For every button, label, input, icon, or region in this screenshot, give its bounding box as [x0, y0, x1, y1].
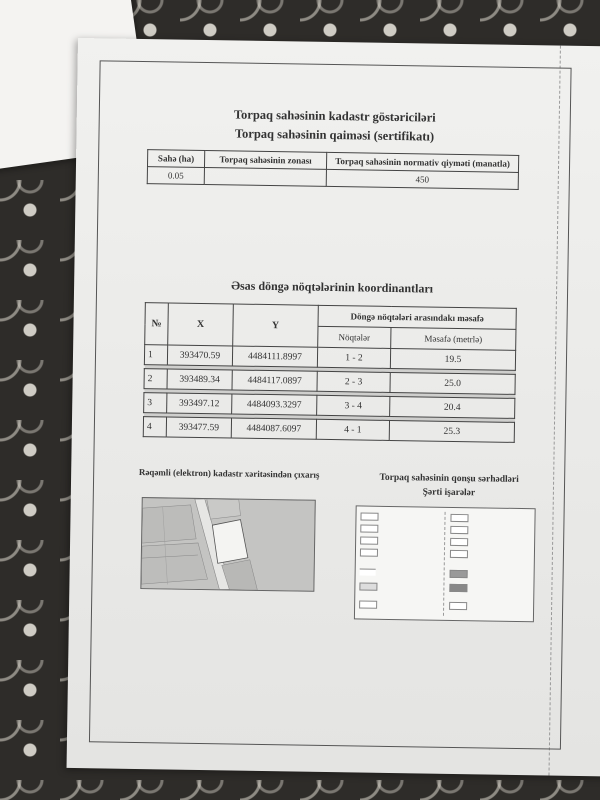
header-number: №	[145, 303, 169, 345]
legend-symbol	[360, 512, 378, 520]
header-distance-group: Döngə nöqtələri arasındakı məsafə	[318, 305, 516, 329]
header-distance: Məsafə (metrlə)	[391, 327, 516, 350]
map-extract-title: Rəqəmli (elektron) kadastr xəritəsindən çıxarış	[138, 467, 320, 480]
legend-symbol	[449, 584, 467, 592]
cell-normative-price: 450	[326, 169, 518, 189]
legend-symbol	[450, 538, 468, 546]
cell-zone	[204, 168, 326, 187]
legend-subtitle: Şərti işarələr	[422, 487, 476, 499]
document-frame	[89, 60, 572, 749]
table-row: 4 393477.59 4484087.6097 4 - 1 25.3	[143, 417, 514, 443]
coordinates-table	[143, 302, 517, 443]
header-area: Sahə (ha)	[147, 150, 204, 168]
table-row: 2 393489.34 4484117.0897 2 - 3 25.0	[144, 369, 515, 395]
summary-table	[147, 149, 520, 190]
legend-symbol	[360, 524, 378, 532]
table-row: 1 393470.59 4484111.8997 1 - 2 19.5	[144, 345, 515, 371]
legend-symbol	[450, 526, 468, 534]
legend-symbol	[359, 600, 377, 608]
legend-title: Torpaq sahəsinin qonşu sərhədləri	[379, 472, 519, 485]
document-subtitle: Torpaq sahəsinin qaiməsi (sertifikatı)	[234, 126, 435, 144]
legend-symbol	[360, 568, 376, 575]
legend-symbol	[359, 582, 377, 590]
cadastre-map	[140, 497, 315, 592]
legend-box	[354, 505, 536, 622]
legend-symbol	[450, 514, 468, 522]
legend-symbol	[450, 570, 468, 578]
legend-symbol	[360, 536, 378, 544]
legend-divider	[443, 512, 446, 616]
legend-symbol	[360, 548, 378, 556]
cell-area: 0.05	[147, 167, 204, 185]
header-zone: Torpaq sahəsinin zonası	[204, 151, 326, 170]
header-y: Y	[233, 304, 319, 347]
legend-symbol	[450, 550, 468, 558]
coordinates-title: Əsas döngə nöqtələrinin koordinantları	[231, 278, 434, 296]
header-normative-price: Torpaq sahəsinin normativ qiyməti (manatla)	[326, 152, 518, 172]
table-row: 3 393497.12 4484093.3297 3 - 4 20.4	[144, 393, 515, 419]
header-points: Nöqtələr	[318, 326, 391, 348]
legend-symbol	[449, 602, 467, 610]
cadastre-document	[67, 38, 600, 777]
cadastre-map-drawing	[141, 498, 314, 591]
header-x: X	[168, 303, 234, 346]
document-title: Torpaq sahəsinin kadastr göstəriciləri	[233, 107, 436, 125]
